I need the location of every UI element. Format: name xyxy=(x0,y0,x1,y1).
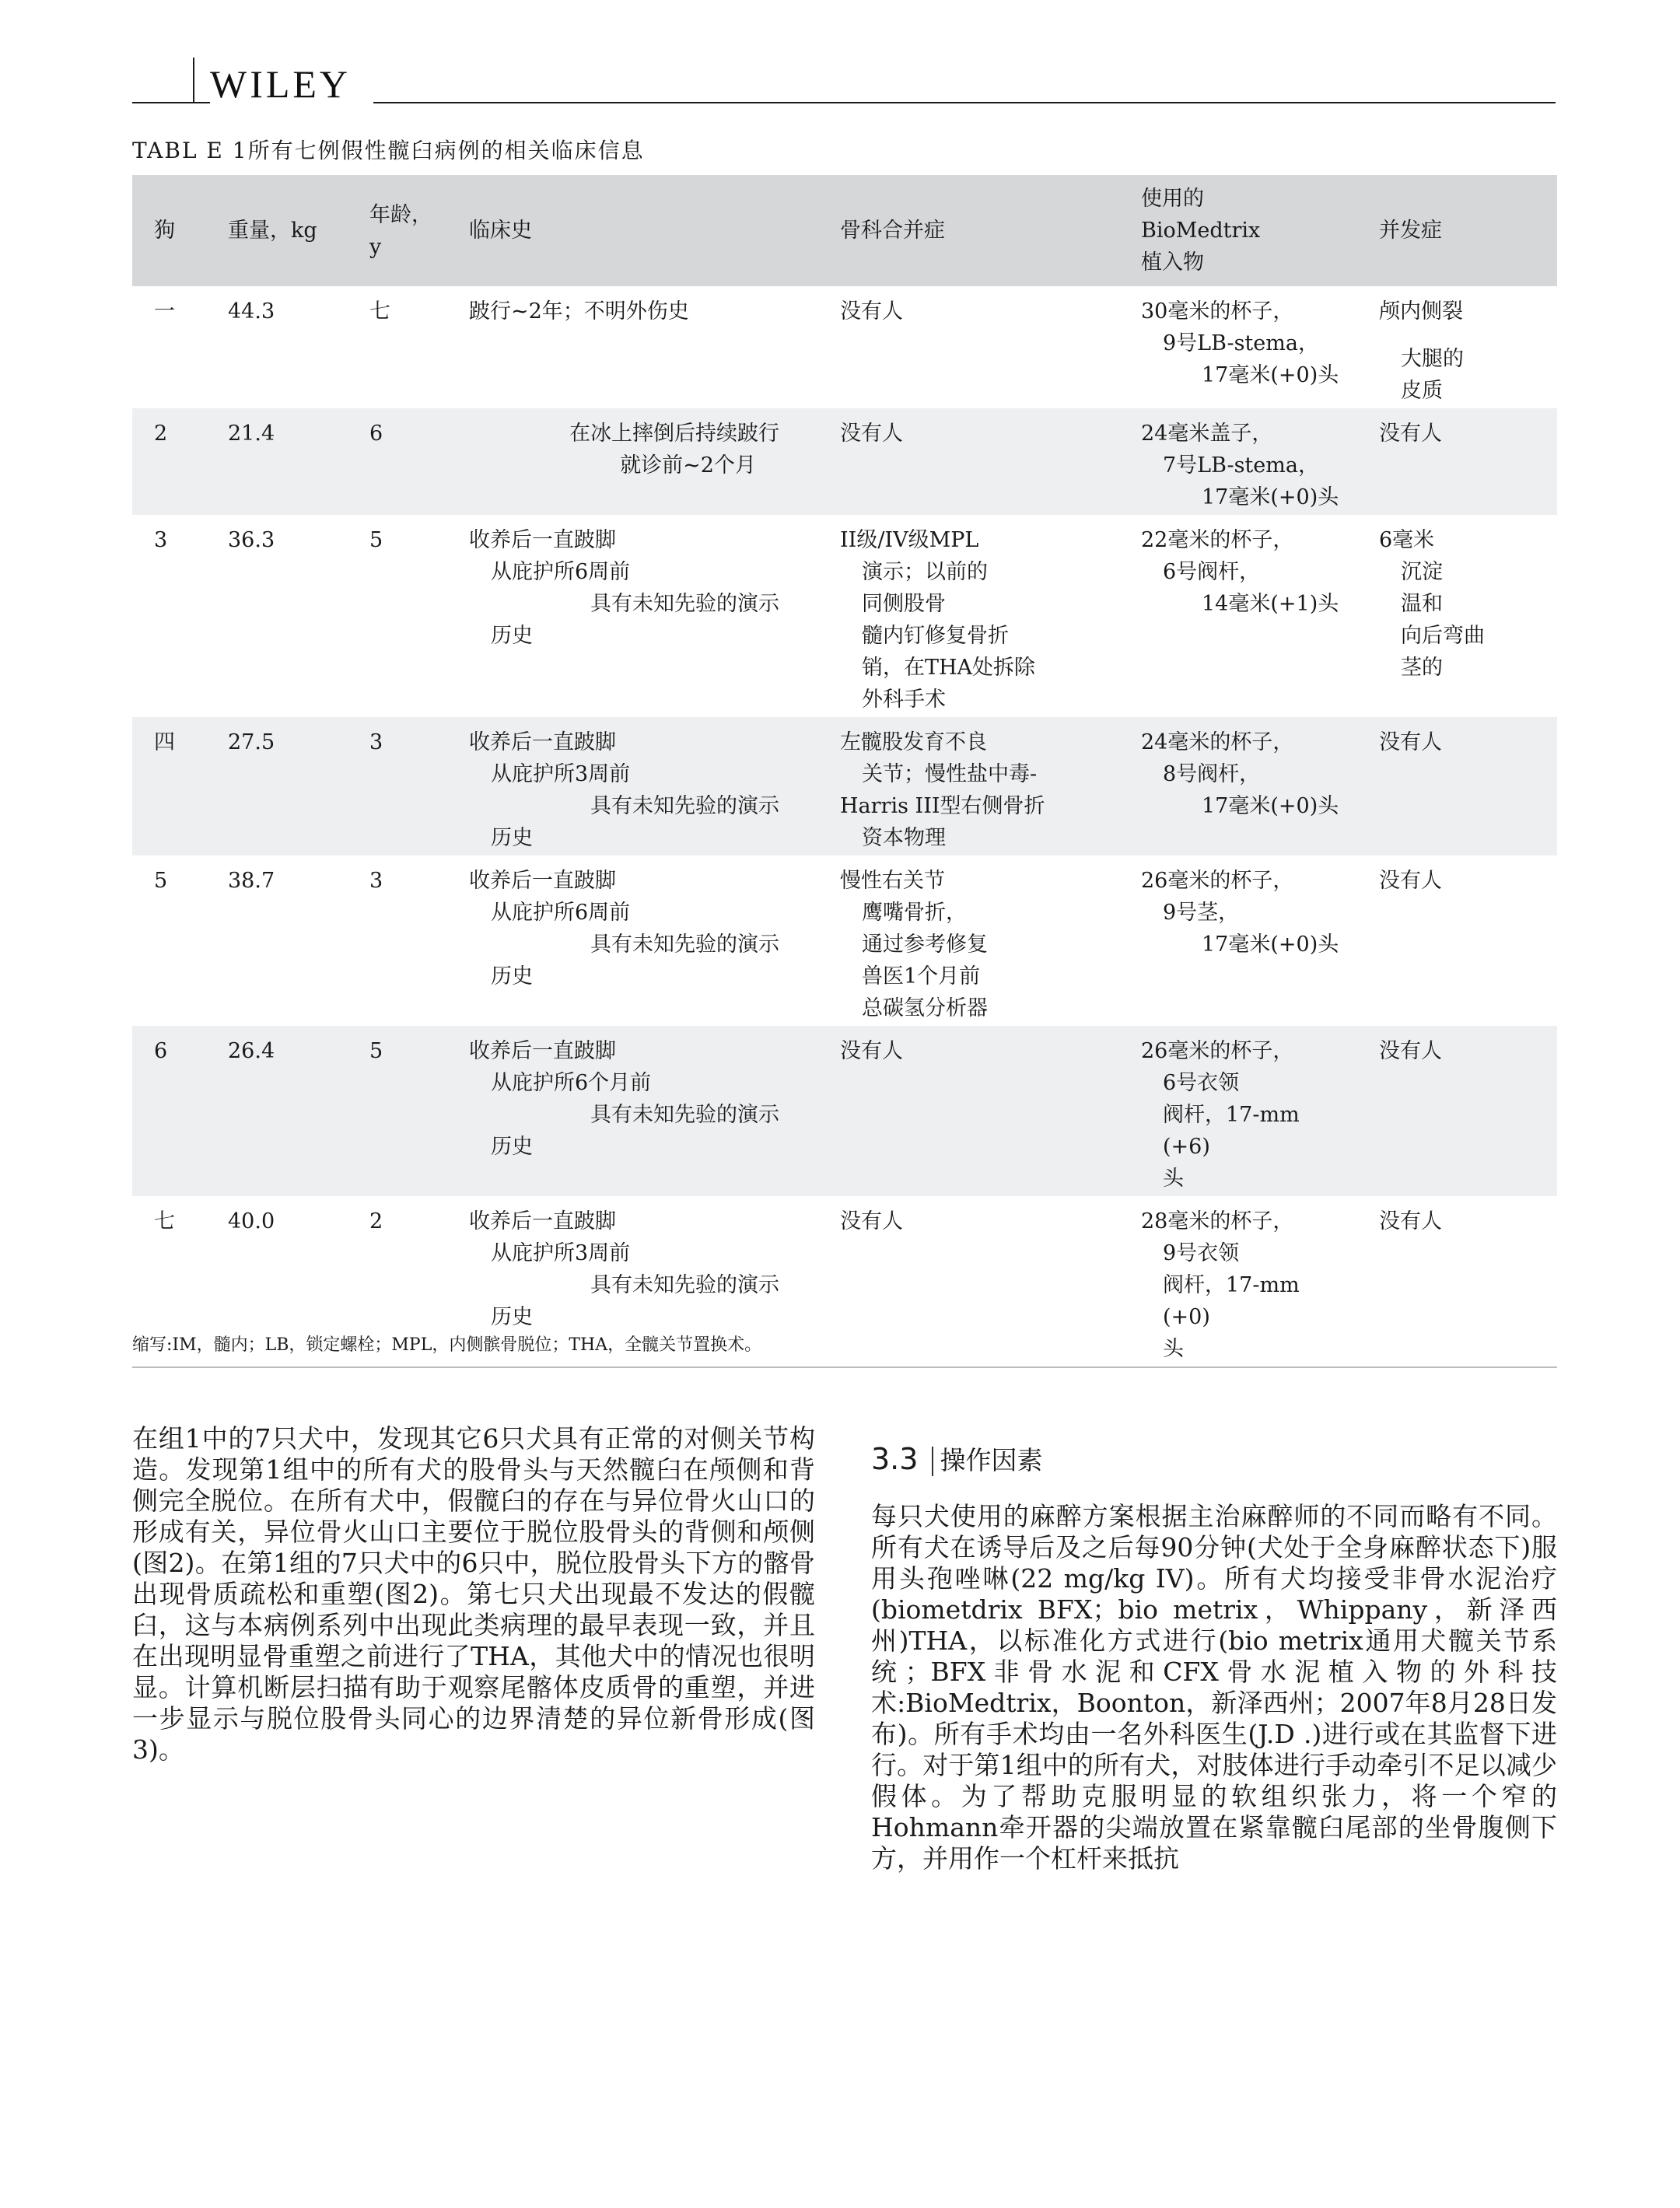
comorbid-line: 外科手术 xyxy=(862,688,946,712)
cell-history xyxy=(447,286,818,408)
history-line: 历史 xyxy=(491,964,533,989)
cell-dog: 四 xyxy=(132,717,206,856)
table-row xyxy=(132,286,1557,408)
history-line: 收养后一直跛脚 xyxy=(469,869,616,893)
cell-weight: 27.5 xyxy=(206,717,348,856)
cell-complication xyxy=(1357,1196,1557,1367)
history-line: 收养后一直跛脚 xyxy=(469,1039,616,1063)
table-row xyxy=(132,408,1557,515)
cell-implant xyxy=(1119,1196,1357,1367)
cell-history xyxy=(447,1026,818,1196)
comorbid-line: 资本物理 xyxy=(862,826,946,850)
header-dog: 狗 xyxy=(132,175,206,286)
cell-dog: 5 xyxy=(154,869,168,893)
table-caption: TABL E 1所有七例假性髋臼病例的相关临床信息 xyxy=(132,138,645,163)
history-line: 从庇护所6周前 xyxy=(491,560,631,584)
complication-line: 颅内侧裂 xyxy=(1379,299,1463,324)
history-line: 收养后一直跛脚 xyxy=(469,730,616,754)
complication-line: 6毫米 xyxy=(1379,528,1435,552)
body-paragraph-right: 每只犬使用的麻醉方案根据主治麻醉师的不同而略有不同。所有犬在诱导后及之后每90分钟(犬处于全身麻醉状态下)服用头孢唑啉(22 mg/kg IV)。所有犬均接受非骨水泥治疗(biometdrix BFX；bio metrix，Whippany，新泽西州)THA，以标准化方式进行(bio metrix通用犬髋关节系统；BFX非骨水泥和CFX骨水泥植入物的外科技术:BioMedtrix，Boonton，新泽西州；2007年8月28日发布)。所有手术均由一名外科医生(J.D .)进行或在其监督下进行。对于第1组中的所有犬，对肢体进行手动牵引不足以减少假体。为了帮助克服明显的软组织张力，将一个窄的Hohmann牵开器的尖端放置在紧靠髋臼尾部的坐骨腹侧下方，并用作一个杠杆来抵抗 xyxy=(871,1501,1557,1874)
header-vertical-rule xyxy=(193,58,194,103)
implant-line: 26毫米的杯子， xyxy=(1141,1039,1294,1063)
cell-weight: 44.3 xyxy=(228,299,275,324)
clinical-table xyxy=(132,175,1557,1368)
complication-line: 没有人 xyxy=(1379,1039,1442,1063)
cell-comorbid xyxy=(818,286,1119,408)
header-weight: 重量，kg xyxy=(206,175,348,286)
cell-comorbid xyxy=(818,1026,1119,1196)
publisher-logo: WILEY xyxy=(210,62,352,106)
header-rule-right xyxy=(373,102,1556,103)
header-history: 临床史 xyxy=(447,175,818,286)
section-heading xyxy=(871,1440,1042,1477)
comorbid-line: 同侧股骨 xyxy=(862,592,946,616)
comorbid-line: II级/IV级MPL xyxy=(840,528,979,552)
header-implant-line: BioMedtrix xyxy=(1141,219,1261,243)
comorbid-line: 总碳氢分析器 xyxy=(862,996,988,1020)
cell-age: 5 xyxy=(348,1026,447,1196)
complication-line: 大腿的 xyxy=(1401,347,1464,371)
cell-complication xyxy=(1357,856,1557,1026)
complication-line: 向后弯曲 xyxy=(1401,624,1485,648)
header-implant-line: 植入物 xyxy=(1141,250,1204,275)
table-row xyxy=(132,1026,1557,1196)
header-comorbidities: 骨科合并症 xyxy=(818,175,1119,286)
cell-dog: 6 xyxy=(132,1026,206,1196)
implant-line: 24毫米的杯子， xyxy=(1141,730,1294,754)
cell-implant xyxy=(1119,1026,1357,1196)
comorbid-line: 销，在THA处拆除 xyxy=(862,656,1036,680)
journal-header xyxy=(132,48,1556,106)
implant-line: 26毫米的杯子， xyxy=(1141,869,1294,893)
cell-history xyxy=(447,856,818,1026)
table-row xyxy=(132,717,1557,856)
implant-line: 22毫米的杯子， xyxy=(1141,528,1294,552)
history-line: 具有未知先验的演示 xyxy=(590,1273,779,1297)
comorbid-line: 左髋股发育不良 xyxy=(840,730,987,754)
comorbid-line: 慢性右关节 xyxy=(840,869,945,893)
implant-line: 14毫米(+1)头 xyxy=(1202,592,1339,616)
cell-weight: 40.0 xyxy=(206,1196,348,1367)
cell-comorbid xyxy=(818,515,1119,717)
history-line: 在冰上摔倒后持续跛行 xyxy=(569,422,779,446)
cell-age: 6 xyxy=(348,408,447,515)
cell-complication xyxy=(1357,1026,1557,1196)
complication-line: 沉淀 xyxy=(1401,560,1443,584)
cell-implant xyxy=(1119,408,1357,515)
comorbid-line: 关节；慢性盐中毒- xyxy=(862,762,1038,786)
implant-line: 28毫米的杯子， xyxy=(1141,1209,1294,1233)
implant-line: 9号衣领 xyxy=(1163,1241,1240,1265)
comorbid-line: 兽医1个月前 xyxy=(862,964,981,989)
implant-line: 24毫米盖子， xyxy=(1141,422,1273,446)
history-line: 历史 xyxy=(491,624,533,648)
complication-line: 没有人 xyxy=(1379,730,1442,754)
header-implant xyxy=(1119,175,1357,286)
implant-line: 17毫米(+0)头 xyxy=(1202,794,1339,818)
complication-line: 茎的 xyxy=(1401,656,1443,680)
table-row xyxy=(132,515,1557,717)
history-line: 历史 xyxy=(491,1135,533,1159)
history-line: 从庇护所6个月前 xyxy=(491,1071,652,1095)
implant-line: 17毫米(+0)头 xyxy=(1202,485,1339,509)
comorbid-line: Harris III型右侧骨折 xyxy=(840,794,1045,818)
cell-weight: 21.4 xyxy=(206,408,348,515)
comorbid-line: 没有人 xyxy=(840,299,903,324)
history-line: 具有未知先验的演示 xyxy=(590,1103,779,1127)
history-line: 从庇护所3周前 xyxy=(491,762,631,786)
implant-line: 6号阀杆， xyxy=(1163,560,1261,584)
table-row xyxy=(132,856,1557,1026)
cell-implant xyxy=(1119,717,1357,856)
implant-line: 17毫米(+0)头 xyxy=(1202,363,1339,387)
body-paragraph-left: 在组1中的7只犬中，发现其它6只犬具有正常的对侧关节构造。发现第1组中的所有犬的股骨头与天然髋臼在颅侧和背侧完全脱位。在所有犬中，假髋臼的存在与异位骨火山口的形成有关，异位骨火山口主要位于脱位股骨头的背侧和颅侧(图2)。在第1组的7只犬中的6只中，脱位股骨头下方的髂骨出现骨质疏松和重塑(图2)。第七只犬出现最不发达的假髋臼，这与本病例系列中出现此类病理的最早表现一致，并且在出现明显骨重塑之前进行了THA，其他犬中的情况也很明显。计算机断层扫描有助于观察尾髂体皮质骨的重塑，并进一步显示与脱位股骨头同心的边界清楚的异位新骨形成(图3)。 xyxy=(132,1423,815,1765)
complication-line: 没有人 xyxy=(1379,869,1442,893)
cell-dog: 2 xyxy=(132,408,206,515)
cell-age: 3 xyxy=(369,869,383,893)
implant-line: 7号LB-stema， xyxy=(1163,453,1319,478)
cell-complication xyxy=(1357,408,1557,515)
cell-dog: 七 xyxy=(132,1196,206,1367)
header-age: 年龄，y xyxy=(348,175,447,286)
cell-history xyxy=(447,515,818,717)
comorbid-line: 没有人 xyxy=(840,422,903,446)
cell-implant xyxy=(1119,515,1357,717)
complication-line: 皮质 xyxy=(1401,379,1443,403)
table-footnote: 缩写:IM，髓内；LB，锁定螺栓；MPL，内侧髌骨脱位；THA，全髋关节置换术。 xyxy=(132,1335,762,1355)
history-line: 具有未知先验的演示 xyxy=(590,794,779,818)
cell-comorbid xyxy=(818,717,1119,856)
table-header-row xyxy=(132,175,1557,286)
cell-complication xyxy=(1357,717,1557,856)
cell-age: 七 xyxy=(369,299,390,324)
header-rule-left xyxy=(132,102,210,103)
cell-history xyxy=(447,408,818,515)
history-line: 具有未知先验的演示 xyxy=(590,933,779,957)
header-complication: 并发症 xyxy=(1357,175,1557,286)
cell-comorbid xyxy=(818,856,1119,1026)
implant-line: 30毫米的杯子， xyxy=(1141,299,1294,324)
implant-line: 阀杆，17-mm (+6) xyxy=(1163,1103,1300,1159)
cell-comorbid xyxy=(818,408,1119,515)
cell-comorbid xyxy=(818,1196,1119,1367)
cell-weight: 26.4 xyxy=(206,1026,348,1196)
implant-line: 阀杆，17-mm (+0) xyxy=(1163,1273,1300,1329)
cell-history xyxy=(447,717,818,856)
cell-implant xyxy=(1119,286,1357,408)
cell-implant xyxy=(1119,856,1357,1026)
implant-line: 6号衣领 xyxy=(1163,1071,1240,1095)
header-implant-line: 使用的 xyxy=(1141,187,1204,211)
section-number: 3.3 xyxy=(871,1442,919,1476)
cell-age: 2 xyxy=(348,1196,447,1367)
comorbid-line: 通过参考修复 xyxy=(862,933,988,957)
cell-complication xyxy=(1357,286,1557,408)
history-line: 从庇护所6周前 xyxy=(491,901,631,925)
implant-line: 头 xyxy=(1163,1337,1184,1361)
history-line: 收养后一直跛脚 xyxy=(469,528,616,552)
implant-line: 8号阀杆， xyxy=(1163,762,1261,786)
cell-weight: 38.7 xyxy=(228,869,275,893)
complication-line: 没有人 xyxy=(1379,1209,1442,1233)
cell-age: 5 xyxy=(369,528,383,552)
section-divider xyxy=(932,1447,933,1476)
cell-age: 3 xyxy=(348,717,447,856)
cell-weight: 36.3 xyxy=(228,528,275,552)
section-title: 操作因素 xyxy=(940,1445,1043,1475)
complication-line: 温和 xyxy=(1401,592,1443,616)
history-line: 具有未知先验的演示 xyxy=(590,592,779,616)
history-line: 就诊前~2个月 xyxy=(620,453,756,478)
comorbid-line: 髓内钉修复骨折 xyxy=(862,624,1009,648)
history-line: 收养后一直跛脚 xyxy=(469,1209,616,1233)
comorbid-line: 演示；以前的 xyxy=(862,560,988,584)
implant-line: 头 xyxy=(1163,1167,1184,1191)
implant-line: 17毫米(+0)头 xyxy=(1202,933,1339,957)
cell-dog: 3 xyxy=(154,528,168,552)
comorbid-line: 没有人 xyxy=(840,1209,903,1233)
cell-complication xyxy=(1357,515,1557,717)
history-line: 历史 xyxy=(491,1305,533,1329)
implant-line: 9号茎， xyxy=(1163,901,1240,925)
history-line: 从庇护所3周前 xyxy=(491,1241,631,1265)
complication-line: 没有人 xyxy=(1379,422,1442,446)
implant-line: 9号LB-stema， xyxy=(1163,331,1319,355)
history-line: 跛行~2年；不明外伤史 xyxy=(469,299,689,324)
comorbid-line: 鹰嘴骨折， xyxy=(862,901,967,925)
comorbid-line: 没有人 xyxy=(840,1039,903,1063)
history-line: 历史 xyxy=(491,826,533,850)
cell-dog: 一 xyxy=(154,299,175,324)
